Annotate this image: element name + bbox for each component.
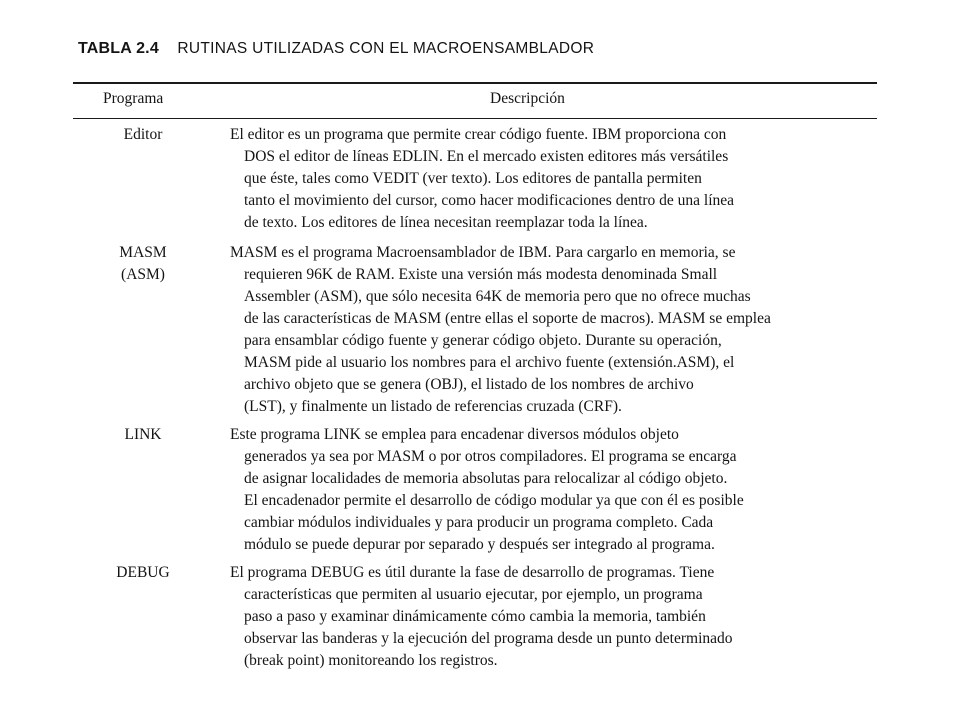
description-line: (break point) monitoreando los registros.	[244, 652, 498, 669]
description-line: observar las banderas y la ejecución del programa desde un punto determinado	[244, 630, 733, 647]
description-cell	[230, 242, 875, 418]
description-line: que éste, tales como VEDIT (ver texto). Los editores de pantalla permiten	[244, 170, 702, 187]
program-name: DEBUG	[116, 564, 170, 581]
description-cell	[230, 424, 875, 556]
description-line: archivo objeto que se genera (OBJ), el listado de los nombres de archivo	[244, 376, 694, 393]
table-header-rule	[73, 118, 877, 119]
description-line: de texto. Los editores de línea necesitan reemplazar toda la línea.	[244, 214, 648, 231]
description-line: para ensamblar código fuente y generar código objeto. Durante su operación,	[244, 332, 722, 349]
table-label: TABLA 2.4	[78, 40, 159, 57]
description-line: DOS el editor de líneas EDLIN. En el mercado existen editores más versátiles	[244, 148, 729, 165]
table-caption: RUTINAS UTILIZADAS CON EL MACROENSAMBLADOR	[177, 40, 595, 57]
description-line: paso a paso y examinar dinámicamente cómo cambia la memoria, también	[244, 608, 706, 625]
description-line: módulo se puede depurar por separado y después ser integrado al programa.	[244, 536, 715, 553]
program-name: LINK	[124, 426, 162, 443]
description-line: MASM es el programa Macroensamblador de IBM. Para cargarlo en memoria, se	[230, 244, 736, 261]
description-line: generados ya sea por MASM o por otros compiladores. El programa se encarga	[244, 448, 737, 465]
table-title	[78, 40, 594, 68]
program-name-cell	[73, 242, 213, 286]
description-line: Este programa LINK se emplea para encadenar diversos módulos objeto	[230, 426, 679, 443]
column-header-program: Programa	[103, 90, 164, 107]
program-name: Editor	[123, 126, 163, 143]
description-line: El encadenador permite el desarrollo de código modular ya que con él es posible	[244, 492, 744, 509]
description-line: requieren 96K de RAM. Existe una versión más modesta denominada Small	[244, 266, 718, 283]
description-line: (LST), y finalmente un listado de referencias cruzada (CRF).	[244, 398, 622, 415]
program-name-alias: (ASM)	[121, 266, 165, 283]
table-top-rule	[73, 82, 877, 84]
description-line: cambiar módulos individuales y para producir un programa completo. Cada	[244, 514, 714, 531]
description-line: de asignar localidades de memoria absolutas para relocalizar al código objeto.	[244, 470, 728, 487]
description-line: MASM pide al usuario los nombres para el archivo fuente (extensión.ASM), el	[244, 354, 735, 371]
description-cell	[230, 124, 875, 234]
program-name-cell	[73, 562, 213, 584]
description-line: de las características de MASM (entre ellas el soporte de macros). MASM se emplea	[244, 310, 771, 327]
table-header-row	[73, 88, 877, 114]
program-name-cell	[73, 424, 213, 446]
description-line: El editor es un programa que permite crear código fuente. IBM proporciona con	[230, 126, 727, 143]
column-header-description: Descripción	[490, 90, 565, 107]
description-line: tanto el movimiento del cursor, como hacer modificaciones dentro de una línea	[244, 192, 735, 209]
description-line: El programa DEBUG es útil durante la fase de desarrollo de programas. Tiene	[230, 564, 715, 581]
description-line: características que permiten al usuario ejecutar, por ejemplo, un programa	[244, 586, 703, 603]
description-cell	[230, 562, 875, 672]
description-line: Assembler (ASM), que sólo necesita 64K de memoria pero que no ofrece muchas	[244, 288, 751, 305]
program-name: MASM	[119, 244, 167, 261]
program-name-cell	[73, 124, 213, 146]
